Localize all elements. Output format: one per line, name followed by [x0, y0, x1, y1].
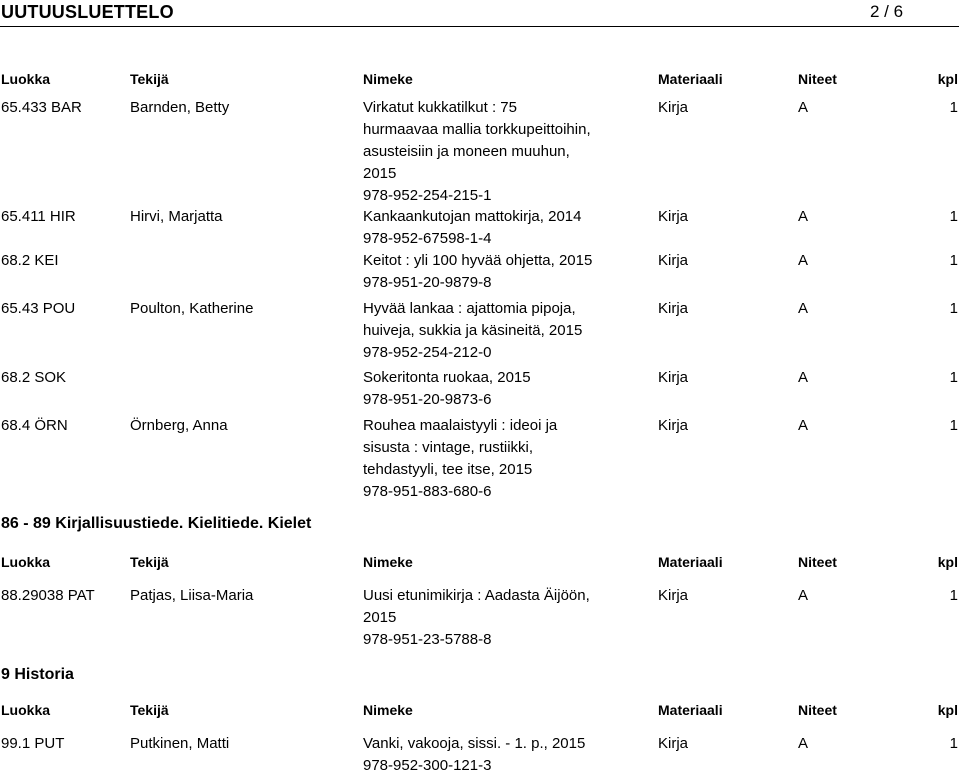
cell-luokka: 68.2 KEI: [1, 252, 59, 269]
cell-tekija: Putkinen, Matti: [130, 735, 230, 752]
col-header-luokka: Luokka: [1, 554, 51, 570]
cell-nimeke-line: 2015: [363, 609, 397, 626]
col-header-nimeke: Nimeke: [363, 71, 413, 87]
cell-nimeke-line: Sokeritonta ruokaa, 2015: [363, 369, 531, 386]
cell-nimeke-line: huiveja, sukkia ja käsineitä, 2015: [363, 322, 583, 339]
cell-nimeke-line: 978-952-254-212-0: [363, 344, 492, 361]
cell-luokka: 65.433 BAR: [1, 99, 82, 116]
cell-nimeke-line: 978-952-300-121-3: [363, 757, 492, 774]
col-header-materiaali: Materiaali: [658, 71, 723, 87]
col-header-kpl: kpl: [937, 702, 958, 718]
cell-nimeke-line: 978-951-883-680-6: [363, 483, 492, 500]
cell-materiaali: Kirja: [658, 300, 689, 317]
cell-nimeke-line: tehdastyyli, tee itse, 2015: [363, 461, 533, 478]
cell-materiaali: Kirja: [658, 252, 689, 269]
col-header-nimeke: Nimeke: [363, 702, 413, 718]
cell-kpl: 1: [949, 300, 958, 317]
cell-nimeke-line: Virkatut kukkatilkut : 75: [363, 99, 517, 116]
cell-nimeke-line: 978-952-67598-1-4: [363, 230, 492, 247]
cell-tekija: Örnberg, Anna: [130, 417, 228, 434]
cell-luokka: 68.2 SOK: [1, 369, 67, 386]
cell-kpl: 1: [949, 252, 958, 269]
col-header-tekija: Tekijä: [130, 702, 169, 718]
cell-nimeke-line: 978-951-20-9873-6: [363, 391, 492, 408]
col-header-luokka: Luokka: [1, 71, 51, 87]
cell-niteet: A: [798, 252, 809, 269]
cell-nimeke-line: 978-951-23-5788-8: [363, 631, 492, 648]
cell-tekija: Patjas, Liisa-Maria: [130, 587, 254, 604]
col-header-materiaali: Materiaali: [658, 554, 723, 570]
cell-nimeke-line: asusteisiin ja moneen muuhun,: [363, 143, 570, 160]
cell-nimeke-line: hurmaavaa mallia torkkupeittoihin,: [363, 121, 591, 138]
cell-niteet: A: [798, 300, 809, 317]
cell-kpl: 1: [949, 208, 958, 225]
cell-nimeke-line: 978-951-20-9879-8: [363, 274, 492, 291]
cell-nimeke-line: 978-952-254-215-1: [363, 187, 492, 204]
col-header-niteet: Niteet: [798, 71, 837, 87]
col-header-materiaali: Materiaali: [658, 702, 723, 718]
header-rule: [0, 26, 959, 27]
cell-luokka: 99.1 PUT: [1, 735, 65, 752]
cell-niteet: A: [798, 369, 809, 386]
cell-nimeke-line: Rouhea maalaistyyli : ideoi ja: [363, 417, 558, 434]
cell-kpl: 1: [949, 99, 958, 116]
cell-materiaali: Kirja: [658, 369, 689, 386]
cell-nimeke-line: Hyvää lankaa : ajattomia pipoja,: [363, 300, 576, 317]
cell-luokka: 65.411 HIR: [1, 208, 76, 225]
cell-kpl: 1: [949, 587, 958, 604]
cell-nimeke-line: Keitot : yli 100 hyvää ohjetta, 2015: [363, 252, 593, 269]
cell-niteet: A: [798, 587, 809, 604]
col-header-kpl: kpl: [937, 554, 958, 570]
section-heading: 9 Historia: [1, 666, 74, 683]
cell-niteet: A: [798, 208, 809, 225]
cell-luokka: 68.4 ÖRN: [1, 417, 68, 434]
col-header-niteet: Niteet: [798, 702, 837, 718]
cell-materiaali: Kirja: [658, 587, 689, 604]
cell-materiaali: Kirja: [658, 208, 689, 225]
cell-niteet: A: [798, 417, 809, 434]
col-header-nimeke: Nimeke: [363, 554, 413, 570]
cell-luokka: 65.43 POU: [1, 300, 76, 317]
cell-niteet: A: [798, 99, 809, 116]
cell-nimeke-line: Kankaankutojan mattokirja, 2014: [363, 208, 582, 225]
col-header-luokka: Luokka: [1, 702, 51, 718]
cell-niteet: A: [798, 735, 809, 752]
cell-tekija: Hirvi, Marjatta: [130, 208, 223, 225]
cell-kpl: 1: [949, 417, 958, 434]
cell-tekija: Poulton, Katherine: [130, 300, 254, 317]
col-header-tekija: Tekijä: [130, 71, 169, 87]
cell-kpl: 1: [949, 735, 958, 752]
cell-luokka: 88.29038 PAT: [1, 587, 95, 604]
cell-tekija: Barnden, Betty: [130, 99, 230, 116]
col-header-kpl: kpl: [937, 71, 958, 87]
cell-nimeke-line: 2015: [363, 165, 397, 182]
page-number: 2 / 6: [870, 2, 904, 21]
cell-nimeke-line: Uusi etunimikirja : Aadasta Äijöön,: [363, 587, 590, 604]
cell-materiaali: Kirja: [658, 417, 689, 434]
document-title: UUTUUSLUETTELO: [1, 2, 174, 22]
cell-kpl: 1: [949, 369, 958, 386]
col-header-tekija: Tekijä: [130, 554, 169, 570]
cell-materiaali: Kirja: [658, 99, 689, 116]
section-heading: 86 - 89 Kirjallisuustiede. Kielitiede. Kielet: [1, 515, 312, 532]
cell-materiaali: Kirja: [658, 735, 689, 752]
cell-nimeke-line: sisusta : vintage, rustiikki,: [363, 439, 534, 456]
col-header-niteet: Niteet: [798, 554, 837, 570]
cell-nimeke-line: Vanki, vakooja, sissi. - 1. p., 2015: [363, 735, 586, 752]
